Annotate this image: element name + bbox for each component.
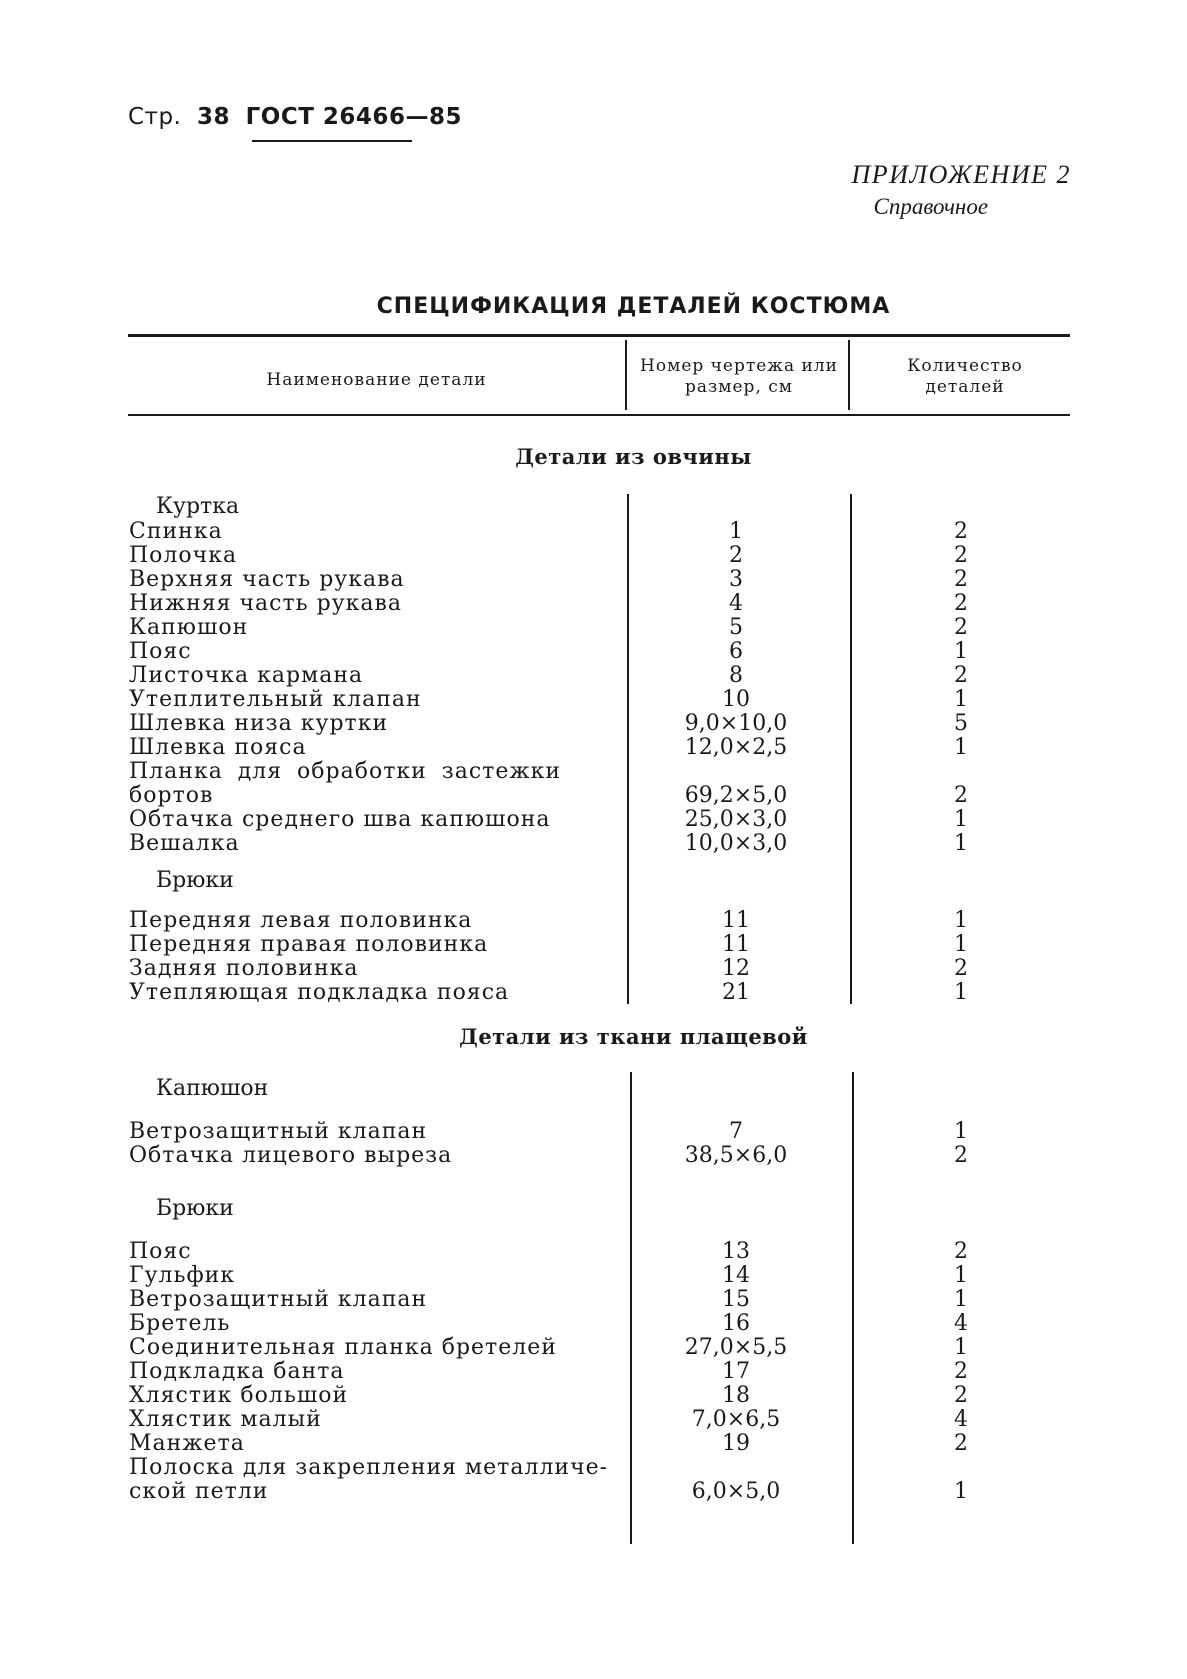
drawing-number: 11 [722,932,750,957]
drawing-number: 25,0×3,0 [684,807,788,832]
column-header-drawing: Номер чертежа или размер, см [640,356,838,397]
detail-name: Передняя правая половинка [129,932,489,957]
detail-quantity: 4 [954,1407,968,1432]
detail-name: Капюшон [129,615,249,640]
detail-name: Ветрозащитный клапан [129,1287,428,1312]
drawing-number: 10 [722,687,750,712]
table-row [0,1431,1187,1455]
table-row [0,639,1187,663]
detail-name: Планка для обработки застежки [129,759,561,784]
detail-quantity: 4 [954,1311,968,1336]
header-page-number: 38 [197,104,231,130]
table-row [0,956,1187,980]
table-row [0,1407,1187,1431]
detail-quantity: 5 [954,711,968,736]
table-row [0,591,1187,615]
detail-quantity: 1 [954,1263,968,1288]
detail-name: Нижняя часть рукава [129,591,403,616]
detail-quantity: 1 [954,932,968,957]
table-row [0,1119,1187,1143]
drawing-number: 69,2×5,0 [684,783,788,808]
drawing-number: 15 [722,1287,750,1312]
drawing-number: 10,0×3,0 [684,831,788,856]
drawing-number: 3 [729,567,743,592]
drawing-number: 4 [729,591,743,616]
drawing-number: 14 [722,1263,750,1288]
table-row [0,759,1187,783]
group-label: Капюшон [156,1076,269,1101]
detail-name: Обтачка среднего шва капюшона [129,807,551,832]
detail-name: Вешалка [129,831,240,856]
detail-name: Утепляющая подкладка пояса [129,980,510,1005]
table-row [0,1143,1187,1167]
detail-quantity: 2 [954,783,968,808]
drawing-number: 2 [729,543,743,568]
detail-name: Обтачка лицевого выреза [129,1143,453,1168]
detail-name: Передняя левая половинка [129,908,473,933]
detail-quantity: 1 [954,735,968,760]
detail-name: Пояс [129,639,192,664]
table-row [0,1239,1187,1263]
detail-name: Пояс [129,1239,192,1264]
drawing-number: 7 [729,1119,743,1144]
column-header-quantity: Количество деталей [907,356,1023,397]
detail-name: Верхняя часть рукава [129,567,405,592]
appendix-title: ПРИЛОЖЕНИЕ 2 [851,160,1071,189]
detail-quantity: 1 [954,807,968,832]
drawing-number: 12,0×2,5 [684,735,788,760]
detail-name: Утеплительный клапан [129,687,422,712]
detail-quantity: 1 [954,1335,968,1360]
detail-name: Спинка [129,519,223,544]
drawing-number: 6 [729,639,743,664]
detail-name: Хлястик малый [129,1407,322,1432]
detail-quantity: 1 [954,980,968,1005]
drawing-number: 11 [722,908,750,933]
detail-quantity: 2 [954,1143,968,1168]
detail-name: Листочка кармана [129,663,364,688]
table-row [0,1479,1187,1503]
drawing-number: 21 [722,980,750,1005]
detail-name: Задняя половинка [129,956,359,981]
table-row [0,663,1187,687]
drawing-number: 7,0×6,5 [691,1407,781,1432]
detail-quantity: 2 [954,543,968,568]
detail-quantity: 2 [954,663,968,688]
table-row [0,980,1187,1004]
drawing-number: 1 [729,519,743,544]
drawing-number: 12 [722,956,750,981]
table-row [0,687,1187,711]
table-row [0,735,1187,759]
table-row [0,783,1187,807]
detail-quantity: 1 [954,687,968,712]
drawing-number: 5 [729,615,743,640]
detail-quantity: 1 [954,1119,968,1144]
detail-name: Шлевка пояса [129,735,307,760]
detail-name: бортов [129,783,214,808]
drawing-number: 19 [722,1431,750,1456]
detail-quantity: 2 [954,1431,968,1456]
table-row [0,711,1187,735]
header-prefix: Стр. [128,104,182,130]
table-row [0,615,1187,639]
detail-name: Подкладка банта [129,1359,345,1384]
drawing-number: 13 [722,1239,750,1264]
table-row [0,1311,1187,1335]
column-header-name: Наименование детали [266,370,487,390]
drawing-number: 27,0×5,5 [684,1335,788,1360]
table-row [0,1263,1187,1287]
drawing-number: 16 [722,1311,750,1336]
detail-quantity: 2 [954,1359,968,1384]
drawing-number: 6,0×5,0 [691,1479,781,1504]
detail-name: Бретель [129,1311,231,1336]
table-row [0,1455,1187,1479]
table-row [0,1335,1187,1359]
group-label: Куртка [156,494,240,519]
table-row [0,932,1187,956]
document-title: СПЕЦИФИКАЦИЯ ДЕТАЛЕЙ КОСТЮМА [376,294,891,319]
detail-quantity: 2 [954,519,968,544]
drawing-number: 18 [722,1383,750,1408]
detail-name: Полочка [129,543,238,568]
drawing-number: 9,0×10,0 [684,711,788,736]
table-row [0,567,1187,591]
detail-name: Хлястик большой [129,1383,349,1408]
table-row [0,1383,1187,1407]
detail-name: Манжета [129,1431,245,1456]
table-row [0,807,1187,831]
detail-quantity: 1 [954,1479,968,1504]
table-row [0,831,1187,855]
detail-quantity: 2 [954,615,968,640]
table-row [0,1359,1187,1383]
drawing-number: 17 [722,1359,750,1384]
detail-quantity: 2 [954,1383,968,1408]
detail-quantity: 2 [954,956,968,981]
table-row [0,1287,1187,1311]
detail-quantity: 1 [954,1287,968,1312]
table-row [0,908,1187,932]
section-title: Детали из ткани плащевой [459,1024,808,1049]
appendix-subtitle: Справочное [873,194,989,219]
detail-quantity: 1 [954,831,968,856]
detail-name: Ветрозащитный клапан [129,1119,428,1144]
group-label: Брюки [156,868,234,893]
header-standard: ГОСТ 26466—85 [245,104,462,130]
detail-quantity: 1 [954,908,968,933]
detail-name: Гульфик [129,1263,236,1288]
detail-name: Полоска для закрепления металличе- [129,1455,609,1480]
detail-quantity: 1 [954,639,968,664]
detail-name: ской петли [129,1479,269,1504]
group-label: Брюки [156,1196,234,1221]
detail-quantity: 2 [954,567,968,592]
drawing-number: 38,5×6,0 [684,1143,788,1168]
detail-name: Шлевка низа куртки [129,711,389,736]
detail-quantity: 2 [954,591,968,616]
detail-quantity: 2 [954,1239,968,1264]
table-row [0,543,1187,567]
section-title: Детали из овчины [515,444,752,469]
detail-name: Соединительная планка бретелей [129,1335,557,1360]
drawing-number: 8 [729,663,743,688]
table-row [0,519,1187,543]
